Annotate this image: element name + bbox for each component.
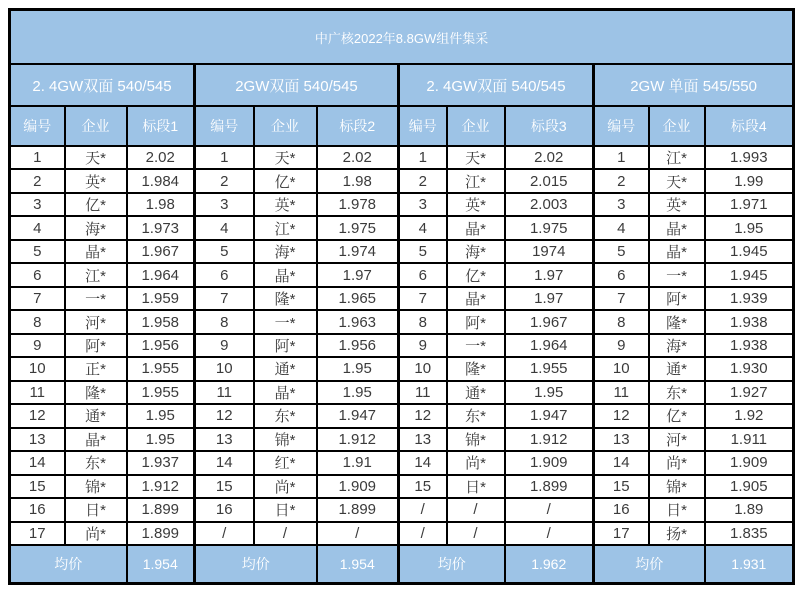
price-cell: 1.964 [505, 334, 594, 357]
company-cell: 阿* [65, 334, 127, 357]
table-row [10, 498, 794, 521]
company-cell: 尚* [447, 451, 505, 474]
column-header-company: 企业 [649, 106, 705, 146]
table-row [10, 263, 794, 286]
price-cell: 1.92 [705, 404, 794, 427]
company-cell: 日* [65, 498, 127, 521]
average-value-cell: 1.954 [127, 545, 195, 584]
column-header-row [10, 106, 794, 146]
price-cell: 1.909 [705, 451, 794, 474]
company-cell: 河* [649, 428, 705, 451]
company-cell: 阿* [254, 334, 317, 357]
company-cell: 一* [254, 310, 317, 333]
table-row [10, 287, 794, 310]
row-number-cell: 13 [399, 428, 447, 451]
price-cell: 2.02 [317, 146, 399, 169]
price-cell: 1.95 [317, 357, 399, 380]
row-number-cell: 1 [195, 146, 254, 169]
company-cell: 河* [65, 310, 127, 333]
price-cell: 1.97 [317, 263, 399, 286]
price-cell: 1.978 [317, 193, 399, 216]
price-cell: 1.967 [127, 240, 195, 263]
table-row [10, 381, 794, 404]
row-number-cell: 4 [594, 216, 649, 239]
price-cell: 1.958 [127, 310, 195, 333]
average-value-cell: 1.962 [505, 545, 594, 584]
table-row [10, 404, 794, 427]
row-number-cell: 5 [10, 240, 65, 263]
group-header-row [10, 64, 794, 106]
company-cell: 晶* [447, 287, 505, 310]
company-cell: 锦* [254, 428, 317, 451]
price-cell: 1.938 [705, 310, 794, 333]
company-cell: 一* [447, 334, 505, 357]
company-cell: 阿* [447, 310, 505, 333]
company-cell: / [447, 498, 505, 521]
company-cell: 晶* [649, 216, 705, 239]
row-number-cell: 4 [10, 216, 65, 239]
price-cell: 1.971 [705, 193, 794, 216]
company-cell: 晶* [254, 381, 317, 404]
table-row [10, 451, 794, 474]
row-number-cell: 9 [10, 334, 65, 357]
column-header-section4: 标段4 [705, 106, 794, 146]
company-cell: 锦* [65, 475, 127, 498]
row-number-cell: 15 [399, 475, 447, 498]
company-cell: 晶* [254, 263, 317, 286]
row-number-cell: 8 [195, 310, 254, 333]
row-number-cell: 8 [399, 310, 447, 333]
price-cell: 1.899 [317, 498, 399, 521]
row-number-cell: 7 [594, 287, 649, 310]
price-cell: 1.98 [127, 193, 195, 216]
row-number-cell: 1 [594, 146, 649, 169]
row-number-cell: 10 [399, 357, 447, 380]
row-number-cell: 11 [10, 381, 65, 404]
column-header-company: 企业 [447, 106, 505, 146]
company-cell: 一* [649, 263, 705, 286]
price-cell: 1.955 [505, 357, 594, 380]
row-number-cell: 11 [195, 381, 254, 404]
row-number-cell: 5 [594, 240, 649, 263]
price-cell: 1.955 [127, 357, 195, 380]
row-number-cell: 1 [10, 146, 65, 169]
row-number-cell: 16 [594, 498, 649, 521]
price-cell: 1.965 [317, 287, 399, 310]
table-row [10, 310, 794, 333]
company-cell: / [447, 522, 505, 546]
company-cell: 尚* [649, 451, 705, 474]
company-cell: 东* [254, 404, 317, 427]
price-cell: / [505, 498, 594, 521]
company-cell: 通* [65, 404, 127, 427]
row-number-cell: 4 [195, 216, 254, 239]
row-number-cell: 8 [594, 310, 649, 333]
price-cell: 1.984 [127, 169, 195, 192]
row-number-cell: 2 [195, 169, 254, 192]
company-cell: 晶* [649, 240, 705, 263]
company-cell: 隆* [649, 310, 705, 333]
price-cell: 1.98 [317, 169, 399, 192]
price-cell: 1.905 [705, 475, 794, 498]
company-cell: 红* [254, 451, 317, 474]
table-row [10, 357, 794, 380]
row-number-cell: 12 [10, 404, 65, 427]
column-header-section1: 标段1 [127, 106, 195, 146]
row-number-cell: 15 [195, 475, 254, 498]
table-body [10, 146, 794, 545]
table-row [10, 428, 794, 451]
company-cell: 江* [649, 146, 705, 169]
row-number-cell: 3 [594, 193, 649, 216]
price-cell: 1.909 [317, 475, 399, 498]
company-cell: 东* [649, 381, 705, 404]
price-cell: 1.975 [505, 216, 594, 239]
company-cell: 隆* [447, 357, 505, 380]
price-cell: 1974 [505, 240, 594, 263]
row-number-cell: 7 [10, 287, 65, 310]
price-cell: 1.945 [705, 240, 794, 263]
column-header-section3: 标段3 [505, 106, 594, 146]
group-header-3: 2. 4GW双面 540/545 [399, 64, 594, 106]
price-cell: 1.909 [505, 451, 594, 474]
row-number-cell: 12 [594, 404, 649, 427]
company-cell: 亿* [65, 193, 127, 216]
price-cell: 1.945 [705, 263, 794, 286]
company-cell: 江* [65, 263, 127, 286]
page-title: 中广核2022年8.8GW组件集采 [10, 10, 794, 65]
company-cell: 正* [65, 357, 127, 380]
company-cell: 海* [65, 216, 127, 239]
table-row [10, 193, 794, 216]
price-cell: 1.947 [317, 404, 399, 427]
price-cell: 1.964 [127, 263, 195, 286]
row-number-cell: / [195, 522, 254, 546]
column-header-company: 企业 [65, 106, 127, 146]
price-cell: 1.955 [127, 381, 195, 404]
company-cell: 海* [649, 334, 705, 357]
procurement-table [8, 8, 795, 585]
row-number-cell: 2 [10, 169, 65, 192]
company-cell: 亿* [649, 404, 705, 427]
price-cell: 1.95 [127, 404, 195, 427]
average-row [10, 545, 794, 584]
company-cell: 英* [649, 193, 705, 216]
price-cell: 2.015 [505, 169, 594, 192]
row-number-cell: 13 [10, 428, 65, 451]
row-number-cell: 14 [195, 451, 254, 474]
column-header-company: 企业 [254, 106, 317, 146]
group-header-1: 2. 4GW双面 540/545 [10, 64, 195, 106]
row-number-cell: 10 [195, 357, 254, 380]
price-cell: / [317, 522, 399, 546]
price-cell: 1.963 [317, 310, 399, 333]
company-cell: 海* [447, 240, 505, 263]
row-number-cell: 11 [594, 381, 649, 404]
company-cell: 尚* [254, 475, 317, 498]
price-cell: 1.95 [317, 381, 399, 404]
price-cell: 1.930 [705, 357, 794, 380]
row-number-cell: 15 [594, 475, 649, 498]
price-cell: 1.899 [505, 475, 594, 498]
table-row [10, 240, 794, 263]
price-cell: 2.02 [505, 146, 594, 169]
price-cell: 1.975 [317, 216, 399, 239]
average-value-cell: 1.931 [705, 545, 794, 584]
row-number-cell: 14 [399, 451, 447, 474]
price-cell: 2.02 [127, 146, 195, 169]
row-number-cell: 10 [10, 357, 65, 380]
row-number-cell: 13 [195, 428, 254, 451]
price-cell: 1.927 [705, 381, 794, 404]
average-label-cell: 均价 [399, 545, 505, 584]
price-cell: 1.912 [317, 428, 399, 451]
company-cell: 天* [254, 146, 317, 169]
column-header-number: 编号 [399, 106, 447, 146]
price-cell: 1.912 [505, 428, 594, 451]
row-number-cell: 7 [399, 287, 447, 310]
row-number-cell: 4 [399, 216, 447, 239]
row-number-cell: / [399, 522, 447, 546]
company-cell: 通* [447, 381, 505, 404]
company-cell: 英* [65, 169, 127, 192]
group-header-2: 2GW双面 540/545 [195, 64, 399, 106]
company-cell: 江* [447, 169, 505, 192]
table-row [10, 146, 794, 169]
group-header-4: 2GW 单面 545/550 [594, 64, 794, 106]
title-row [10, 10, 794, 65]
price-cell: 1.899 [127, 522, 195, 546]
price-cell: 1.974 [317, 240, 399, 263]
company-cell: 海* [254, 240, 317, 263]
column-header-number: 编号 [195, 106, 254, 146]
row-number-cell: 6 [399, 263, 447, 286]
row-number-cell: 17 [10, 522, 65, 546]
row-number-cell: 16 [10, 498, 65, 521]
price-cell: 1.973 [127, 216, 195, 239]
row-number-cell: 7 [195, 287, 254, 310]
row-number-cell: 5 [195, 240, 254, 263]
row-number-cell: 1 [399, 146, 447, 169]
company-cell: / [254, 522, 317, 546]
price-cell: 1.959 [127, 287, 195, 310]
company-cell: 通* [649, 357, 705, 380]
row-number-cell: 9 [594, 334, 649, 357]
table-row [10, 522, 794, 546]
company-cell: 晶* [65, 240, 127, 263]
row-number-cell: 6 [10, 263, 65, 286]
table-row [10, 169, 794, 192]
price-cell: 1.89 [705, 498, 794, 521]
price-cell: 1.91 [317, 451, 399, 474]
company-cell: 晶* [447, 216, 505, 239]
company-cell: 阿* [649, 287, 705, 310]
company-cell: 日* [649, 498, 705, 521]
row-number-cell: / [399, 498, 447, 521]
row-number-cell: 13 [594, 428, 649, 451]
row-number-cell: 5 [399, 240, 447, 263]
company-cell: 江* [254, 216, 317, 239]
price-cell: 1.937 [127, 451, 195, 474]
row-number-cell: 3 [195, 193, 254, 216]
company-cell: 锦* [447, 428, 505, 451]
row-number-cell: 3 [399, 193, 447, 216]
company-cell: 隆* [254, 287, 317, 310]
column-header-number: 编号 [594, 106, 649, 146]
price-cell: 1.899 [127, 498, 195, 521]
price-cell: 1.967 [505, 310, 594, 333]
row-number-cell: 9 [195, 334, 254, 357]
price-cell: 2.003 [505, 193, 594, 216]
company-cell: 亿* [447, 263, 505, 286]
company-cell: 天* [447, 146, 505, 169]
company-cell: 通* [254, 357, 317, 380]
row-number-cell: 3 [10, 193, 65, 216]
average-value-cell: 1.954 [317, 545, 399, 584]
company-cell: 天* [65, 146, 127, 169]
company-cell: 日* [447, 475, 505, 498]
price-cell: 1.947 [505, 404, 594, 427]
row-number-cell: 17 [594, 522, 649, 546]
row-number-cell: 14 [10, 451, 65, 474]
row-number-cell: 12 [399, 404, 447, 427]
price-cell: 1.911 [705, 428, 794, 451]
row-number-cell: 6 [594, 263, 649, 286]
table-row [10, 216, 794, 239]
price-cell: 1.835 [705, 522, 794, 546]
row-number-cell: 8 [10, 310, 65, 333]
price-cell: / [505, 522, 594, 546]
company-cell: 东* [65, 451, 127, 474]
price-cell: 1.95 [127, 428, 195, 451]
price-cell: 1.956 [127, 334, 195, 357]
price-cell: 1.95 [705, 216, 794, 239]
row-number-cell: 14 [594, 451, 649, 474]
price-cell: 1.97 [505, 287, 594, 310]
price-cell: 1.939 [705, 287, 794, 310]
price-cell: 1.95 [505, 381, 594, 404]
table-row [10, 334, 794, 357]
company-cell: 天* [649, 169, 705, 192]
row-number-cell: 10 [594, 357, 649, 380]
company-cell: 东* [447, 404, 505, 427]
column-header-section2: 标段2 [317, 106, 399, 146]
row-number-cell: 11 [399, 381, 447, 404]
average-label-cell: 均价 [594, 545, 705, 584]
price-cell: 1.993 [705, 146, 794, 169]
price-cell: 1.99 [705, 169, 794, 192]
column-header-number: 编号 [10, 106, 65, 146]
price-cell: 1.912 [127, 475, 195, 498]
company-cell: 扬* [649, 522, 705, 546]
row-number-cell: 9 [399, 334, 447, 357]
average-label-cell: 均价 [10, 545, 127, 584]
company-cell: 亿* [254, 169, 317, 192]
company-cell: 日* [254, 498, 317, 521]
company-cell: 尚* [65, 522, 127, 546]
average-label-cell: 均价 [195, 545, 317, 584]
table-row [10, 475, 794, 498]
company-cell: 一* [65, 287, 127, 310]
row-number-cell: 12 [195, 404, 254, 427]
row-number-cell: 15 [10, 475, 65, 498]
company-cell: 晶* [65, 428, 127, 451]
row-number-cell: 6 [195, 263, 254, 286]
price-cell: 1.97 [505, 263, 594, 286]
row-number-cell: 16 [195, 498, 254, 521]
company-cell: 隆* [65, 381, 127, 404]
row-number-cell: 2 [594, 169, 649, 192]
price-cell: 1.956 [317, 334, 399, 357]
company-cell: 锦* [649, 475, 705, 498]
price-cell: 1.938 [705, 334, 794, 357]
row-number-cell: 2 [399, 169, 447, 192]
company-cell: 英* [447, 193, 505, 216]
company-cell: 英* [254, 193, 317, 216]
